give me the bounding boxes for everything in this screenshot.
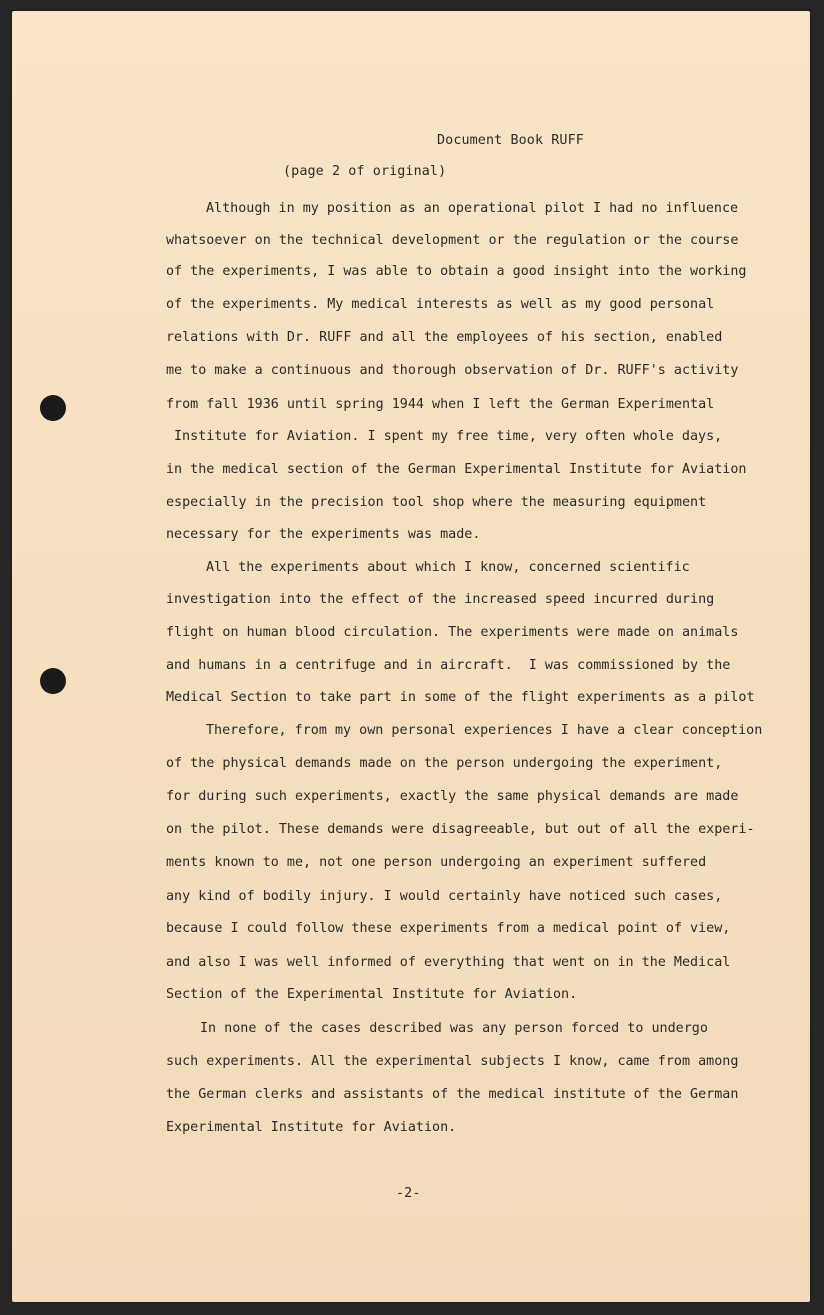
text-line: Institute for Aviation. I spent my free time, very often whole days,	[174, 429, 723, 444]
text-line: on the pilot. These demands were disagreeable, but out of all the experi-	[166, 822, 755, 837]
text-line: because I could follow these experiments from a medical point of view,	[166, 921, 731, 936]
text-line: from fall 1936 until spring 1944 when I left the German Experimental	[166, 397, 715, 412]
text-line: me to make a continuous and thorough observation of Dr. RUFF's activity	[166, 363, 739, 378]
text-line: in the medical section of the German Experimental Institute for Aviation	[166, 462, 747, 477]
text-line: such experiments. All the experimental subjects I know, came from among	[166, 1054, 739, 1069]
text-line: investigation into the effect of the increased speed incurred during	[166, 592, 715, 607]
text-line: of the physical demands made on the person undergoing the experiment,	[166, 756, 723, 771]
text-line: especially in the precision tool shop where the measuring equipment	[166, 495, 707, 510]
text-line: Although in my position as an operational pilot I had no influence	[206, 201, 739, 216]
text-line: of the experiments. My medical interests as well as my good personal	[166, 297, 715, 312]
text-line: flight on human blood circulation. The experiments were made on animals	[166, 625, 739, 640]
text-line: and also I was well informed of everything that went on in the Medical	[166, 955, 731, 970]
text-line: whatsoever on the technical development or the regulation or the course	[166, 233, 739, 248]
text-line: Therefore, from my own personal experiences I have a clear conception	[206, 723, 763, 738]
text-line: Experimental Institute for Aviation.	[166, 1120, 457, 1135]
text-line: and humans in a centrifuge and in aircraft. I was commissioned by the	[166, 658, 731, 673]
text-line: relations with Dr. RUFF and all the employees of his section, enabled	[166, 330, 723, 345]
document-header-subtitle: (page 2 of original)	[283, 164, 447, 179]
text-line: of the experiments, I was able to obtain a good insight into the working	[166, 264, 747, 279]
text-line: necessary for the experiments was made.	[166, 527, 481, 542]
text-line: any kind of bodily injury. I would certainly have noticed such cases,	[166, 889, 723, 904]
text-line: Section of the Experimental Institute for Aviation.	[166, 987, 578, 1002]
text-line: Medical Section to take part in some of the flight experiments as a pilot	[166, 690, 755, 705]
text-line: the German clerks and assistants of the medical institute of the German	[166, 1087, 739, 1102]
punch-hole	[40, 395, 66, 421]
text-line: ments known to me, not one person undergoing an experiment suffered	[166, 855, 707, 870]
text-line: In none of the cases described was any person forced to undergo	[200, 1021, 708, 1036]
document-header-title: Document Book RUFF	[437, 133, 584, 148]
page-number: -2-	[396, 1186, 421, 1201]
text-line: for during such experiments, exactly the same physical demands are made	[166, 789, 739, 804]
text-line: All the experiments about which I know, concerned scientific	[206, 560, 690, 575]
punch-hole	[40, 668, 66, 694]
